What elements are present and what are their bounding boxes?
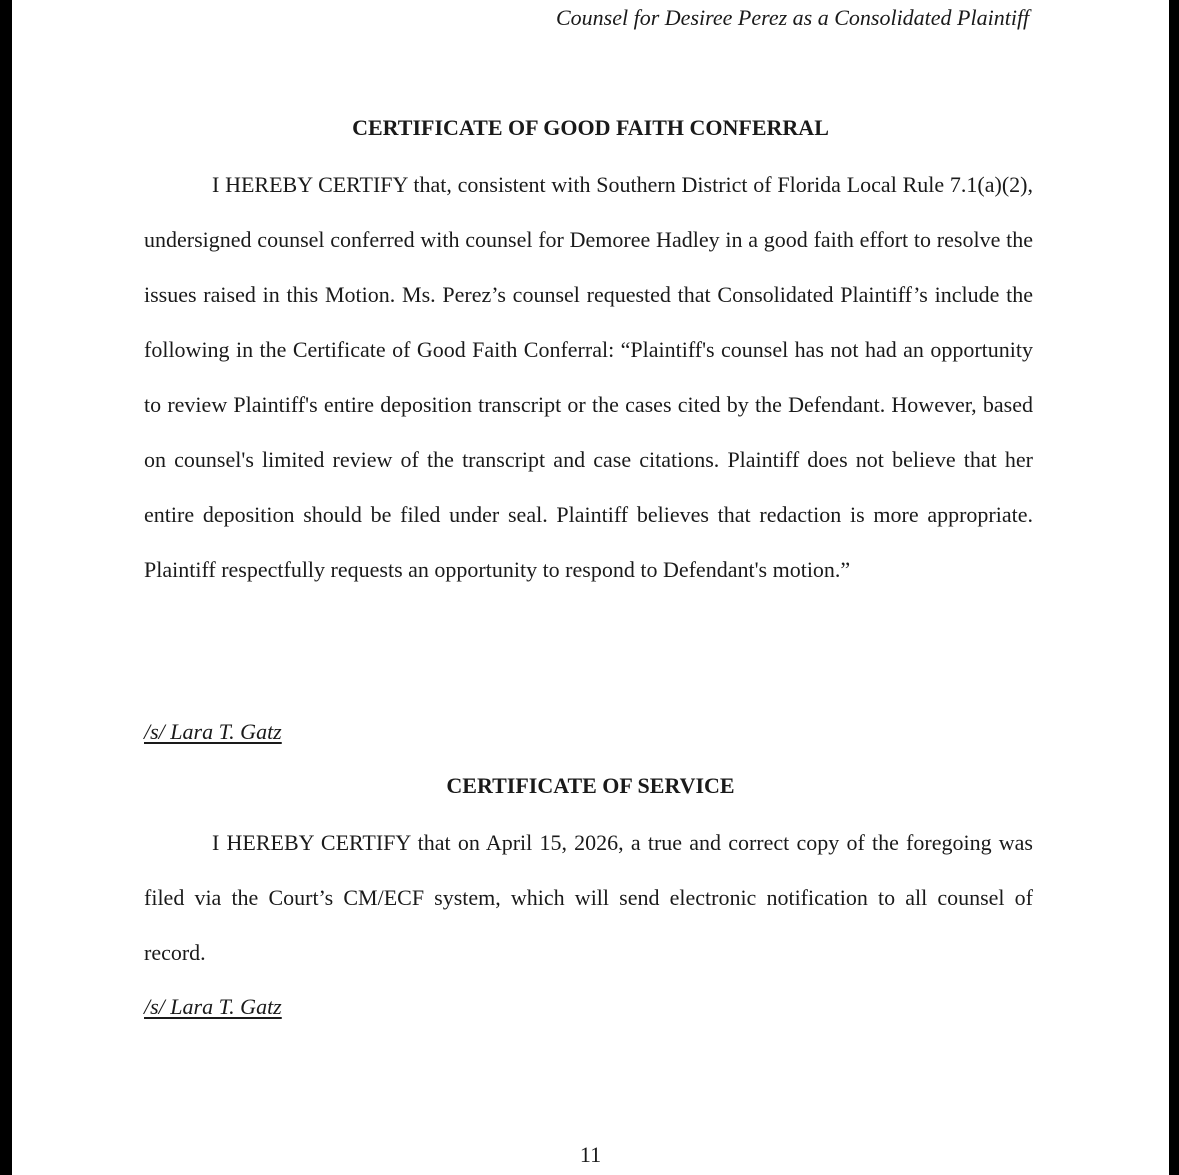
good-faith-signature: /s/ Lara T. Gatz — [144, 719, 282, 744]
certificate-of-service-heading: CERTIFICATE OF SERVICE — [446, 773, 735, 798]
good-faith-conferral-body: I HEREBY CERTIFY that, consistent with Southern District of Florida Local Rule 7.1(a)(2), undersigned counsel conferred with counsel for Demoree Hadley in a good faith effort to resolve the issues raised in this Motion. Ms. Perez’s counsel requested that Consolidated Plaintiff’s include the following in the Certificate of Good Faith Conferral: “Plaintiff's counsel has not had an opportunity to review Plaintiff's entire deposition transcript or the cases cited by the Defendant. However, based on counsel's limited review of the transcript and case citations. Plaintiff does not believe that her entire deposition should be filed under seal. Plaintiff believes that redaction is more appropriate. Plaintiff respectfully requests an opportunity to respond to Defendant's motion.” — [144, 172, 1033, 582]
page-number: 11 — [579, 1142, 602, 1167]
counsel-signature-block: Counsel for Desiree Perez as a Consolidated Plaintiff — [556, 5, 1030, 30]
service-signature: /s/ Lara T. Gatz — [144, 994, 282, 1019]
certificate-of-service-body: I HEREBY CERTIFY that on April 15, 2026, a true and correct copy of the foregoing was filed via the Court’s CM/ECF system, which will send electronic notification to all counsel of record. — [144, 830, 1033, 965]
good-faith-conferral-heading: CERTIFICATE OF GOOD FAITH CONFERRAL — [352, 115, 829, 140]
document-page — [12, 0, 1169, 1175]
